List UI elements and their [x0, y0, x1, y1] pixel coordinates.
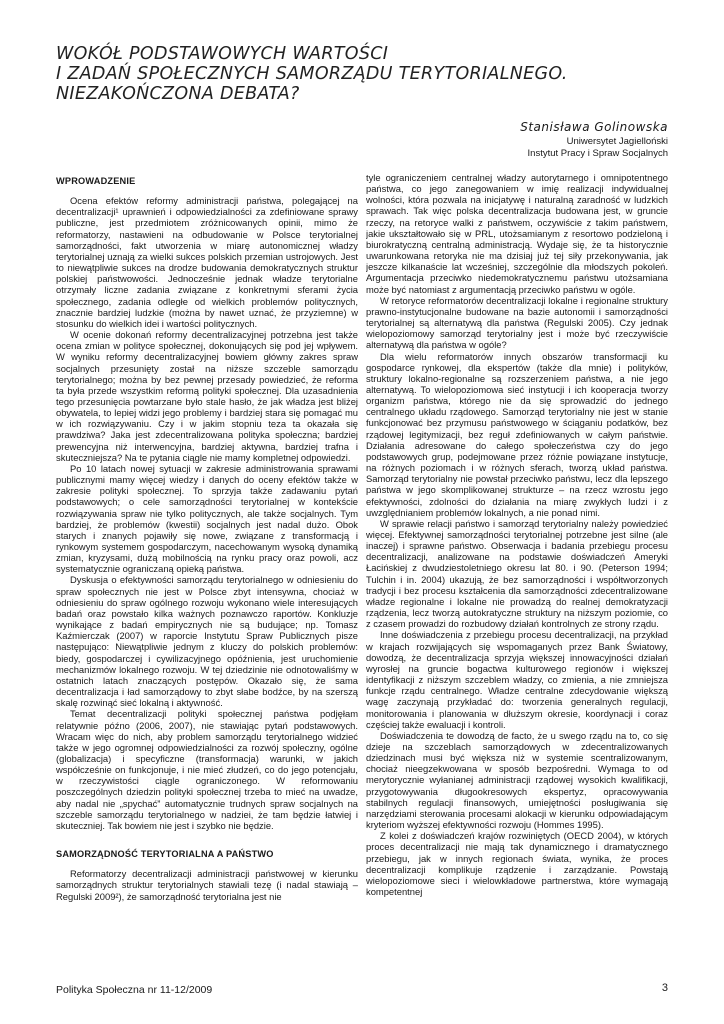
paragraph: Z kolei z doświadczeń krajów rozwiniętych (OECD 2004), w których proces decentralizacji nie mają tak dynamicznego i dramatycznego przebiegu, jak w innych regionach świata, wynika, że proces decentralizacji komplikuje rządzenie i zarządzanie. Powstają wielopoziomowe sieci i wielowkładowe partnerstwa, które wymagają kompetentnej — [366, 830, 668, 897]
title-line-2: I ZADAŃ SPOŁECZNYCH SAMORZĄDU TERYTORIALNEGO. — [56, 64, 568, 84]
section-spacer — [56, 831, 358, 845]
paragraph: Po 10 latach nowej sytuacji w zakresie administrowania sprawami publicznymi mamy więcej wiedzy i danych do oceny efektów także w zakresie polityki społecznej. To sprzyja także zadawaniu pytań podstawowych; o cele samorządności terytorialnej w kontekście rozwiązywania spraw nie tylko politycznych, ale także socjalnych. Tym bardziej, że problemów (kwestii) socjalnych jest nadal dużo. Obok starych i znanych pojawiły się nowe, związane z transformacją i rynkowym systemem gospodarczym, nacechowanym wysoką dynamiką zmian, kryzysami, dużą mobilnością na rynku pracy oraz powoli, acz systematycznie ograniczaną opieką państwa. — [56, 462, 358, 575]
section-heading-introduction: WPROWADZENIE — [56, 176, 136, 186]
section-heading-territorial-self-government: SAMORZĄDNOŚĆ TERYTORIALNA A PAŃSTWO — [56, 849, 274, 860]
title-line-1: WOKÓŁ PODSTAWOWYCH WARTOŚCI — [56, 44, 389, 64]
paragraph: W retoryce reformatorów decentralizacji lokalne i regionalne struktury prawno-instytucjonalne budowane na bazie autonomii i samorządności terytorialnej są alternatywą dla państwa (Regulski 2005). Czy jednak wielopoziomowy samorząd terytorialny jest i może być rzeczywiście alternatywą dla państwa w ogóle? — [366, 294, 668, 351]
paragraph: Dla wielu reformatorów innych obszarów transformacji ku gospodarce rynkowej, dla ekspertów (także dla mnie) i polityków, struktury lokalno-regionalne są rozszerzeniem państwa, a nie jego alternatywą. To wielopoziomowa sieć instytucji i ich kooperacja tworzy organizm państwa, którego nie da się sprowadzić do jednego centralnego układu rządowego. Samorząd terytorialny nie jest w stanie funkcjonować bez przymusu państwowego w ściąganiu podatków, bez rządowej legitymizacji, bez reguł zdefiniowanych w całym państwie. Działania adresowane do całego społeczeństwa czy do jego podstawowych grup, podejmowane przez różnie powiązane instytucje, na różnych poziomach i w różnych sferach, tworzą układ państwa. Samorząd terytorialny nie powstał przeciwko państwu, lecz dla lepszego państwa w jego skomplikowanej strukturze – na rzecz wzrostu jego efektywności, zdolności do działania na miarę zwykłych ludzi i z uwzględnianiem problemów lokalnych, a nie ponad nimi. — [366, 350, 668, 518]
affiliation-university: Uniwersytet Jagielloński — [566, 136, 668, 147]
paragraph: Dyskusja o efektywności samorządu terytorialnego w odniesieniu do spraw społecznych nie jest w Polsce zbyt intensywna, chociaż w odniesieniu do spraw ogólnego rozwoju wykonano wiele interesujących badań oraz powstało kilka ważnych poznawczo raportów. Konkluzje wynikające z badań empirycznych nie są budujące; np. Tomasz Kaźmierczak (2007) w raporcie Instytutu Spraw Publicznych pisze następująco: Niewątpliwie jednym z kluczy do polskich problemów: biedy, gospodarczej i cywilizacyjnego opóźnienia, jest uruchomienie mechanizmów lokalnego rozwoju. W tej dziedzinie nie odnotowaliśmy w ostatnich latach znaczących postępów. Okazało się, że sama decentralizacja i ład samorządowy to zbyt słabe bodźce, by na szerszą skalę rozwinąć sieć lokalną i aktywność. — [56, 574, 358, 709]
paragraph: W sprawie relacji państwo i samorząd terytorialny należy powiedzieć więcej. Efektywnej samorządności terytorialnej potrzebne jest silne (ale inaczej) i sprawne państwo. Obserwacja i badania przebiegu procesu decentralizacji, analizowane na podstawie doświadczeń Ameryki Łacińskiej z dwudziestoletniego okresu lat 80. i 90. (Peterson 1994; Tulchin i in. 2004) ukazują, że bez samorządności i współtworzonych tradycji i bez procesu kształcenia dla samorządności zdecentralizowane władze regionalne i lokalne nie prowadzą do realnej demokratyzacji rządzenia, lecz tworzą autokratyczne struktury na niższym poziomie, co z czasem prowadzi do rozbudowy działań kontrolnych ze strony rządu. — [366, 517, 668, 630]
article-title — [56, 44, 676, 104]
left-column — [56, 172, 358, 972]
author-block — [520, 120, 668, 160]
affiliation-institute: Instytut Pracy i Spraw Socjalnych — [527, 148, 668, 159]
paragraph: Temat decentralizacji polityki społecznej państwa podjęłam relatywnie późno (2006, 2007), nie stawiając pytań podstawowych. Wracam więc do nich, aby problem samorządu terytorialnego widzieć także w jego ogromnej odpowiedzialności za rozwój społeczny, ogólne (globalizacja) i specyficzne (transformacja) warunki, w jakich współcześnie on funkcjonuje, i nie mieć złudzeń, co do jego potencjału, w rzeczywistości ciągle ograniczonego. W reformowaniu poszczególnych dziedzin polityki społecznej trzeba to mieć na uwadze, aby nadal nie „spychać” automatycznie trudnych spraw socjalnych na szczeble samorządu terytorialnego w nadziei, że tam będzie łatwiej i skuteczniej. Tak bowiem nie jest i szybko nie będzie. — [56, 708, 358, 831]
journal-footer: Polityka Społeczna nr 11-12/2009 — [56, 984, 213, 996]
paragraph: Doświadczenia te dowodzą de facto, że u swego rządu na to, co się dzieje na szczeblach samorządowych w zdecentralizowanych dziedzinach musi być większa niż w systemie scentralizowanym, chociaż nieegzekwowana w sposób bezpośredni. Wymaga to od merytorycznie wyłanianej administracji rządowej wysokich kwalifikacji, przygotowywania długookresowych ekspertyz, opracowywania stabilnych regulacji finansowych, umiejętności posługiwania się narzędziami sterowania procesami alokacji w kierunku odpowiadającym kryteriom wyższej efektywności rozwoju (Hommes 1995). — [366, 729, 668, 831]
paragraph: tyle ograniczeniem centralnej władzy autorytarnego i omnipotentnego państwa, co jego zanegowaniem w imię realizacji indywidualnej wolności, która pozwala na inicjatywę i naturalną zaradność w ludzkich sprawach. Tak więc polska decentralizacja budowana jest, w gruncie rzeczy, na retoryce walki z państwem, oczywiście z takim państwem, jakie ukształtowało się w PRL, utożsamianym z resortowo podzieloną i biurokratyczną centralną administracją. Wydaje się, że ta historycznie uwarunkowana retoryka nie ma dzisiaj już tej siły przekonywania, jak jeszcze kilkanaście lat wcześniej, szczególnie dla młodszych pokoleń. Argumentacja przeciwko niedemokratycznemu państwu utożsamiana może być natomiast z argumentacją przeciwko państwu w ogóle. — [366, 172, 668, 295]
page-number: 3 — [661, 982, 668, 994]
paragraph: Reformatorzy decentralizacji administracji państwowej w kierunku samorządnych struktur terytorialnych stawiali tezę (i nadal stawiają – Regulski 2009²), że samorządność terytorialna jest nie — [56, 868, 358, 902]
paragraph: Inne doświadczenia z przebiegu procesu decentralizacji, na przykład w krajach rozwijających się wspomaganych przez Bank Światowy, dowodzą, że decentralizacja sprzyja większej innowacyjności działań wyrosłej na gruncie bogactwa kulturowego regionów i większej identyfikacji z niższym szczeblem władzy, co zmienia, a nie zmniejsza funkcje rządu centralnego. Władze centralne zdecydowanie większą wagę zaczynają przykładać do: tworzenia generalnych regulacji, monitorowania i planowania w dłuższym okresie, koordynacji i coraz częściej także ewaluacji i kontroli. — [366, 629, 668, 730]
author-name: Stanisława Golinowska — [520, 120, 668, 134]
title-line-3: NIEZAKOŃCZONA DEBATA? — [56, 84, 300, 104]
right-column — [366, 172, 668, 972]
paragraph: Ocena efektów reformy administracji państwa, polegającej na decentralizacji¹ uprawnień i odpowiedzialności za zdefiniowane sprawy publiczne, jest przedmiotem zróżnicowanych opinii, mimo że reformatorzy, nastawieni na odbudowanie w Polsce terytorialnej samorządności, fakt utworzenia w miarę autonomicznej władzy terytorialnej uznają za wielki sukces polskich przemian ustrojowych. Jest to niewątpliwie sukces na drodze budowania demokratycznych struktur polskiej państwowości. Jednocześnie jednak władze terytorialne otrzymały liczne zadania związane z konkretnymi sferami życia społecznego, zadania odległe od wielkich problemów politycznych, znacznie bardziej ludzkie (można by nawet uznać, że przyziemne) w stosunku do wielkich idei i wartości politycznych. — [56, 195, 358, 329]
paragraph: W ocenie dokonań reformy decentralizacyjnej potrzebna jest także ocena zmian w polityce społecznej, dokonujących się pod jej wpływem. W wyniku reformy decentralizacyjnej bowiem główny zakres spraw socjalnych przesunięty został na niższe szczeble samorządu terytorialnego; można by bez pewnej przesady powiedzieć, że reforma ta była przede wszystkim reformą polityki społecznej. Dla uzasadnienia tego przesunięcia powtarzane było stale hasło, że jak władza jest bliżej obywatela, to lepiej widzi jego problemy i bardziej stara się pomagać mu w ich rozwiązywaniu. Czy i w jakim stopniu teza ta okazała się prawdziwa? Jaka jest zdecentralizowana polityka społeczna; bardziej prewencyjna niż interwencyjna, bardziej aktywna, bardziej trafna i skuteczniejsza? Na te pytania ciągle nie mamy kompletnej odpowiedzi. — [56, 329, 358, 463]
